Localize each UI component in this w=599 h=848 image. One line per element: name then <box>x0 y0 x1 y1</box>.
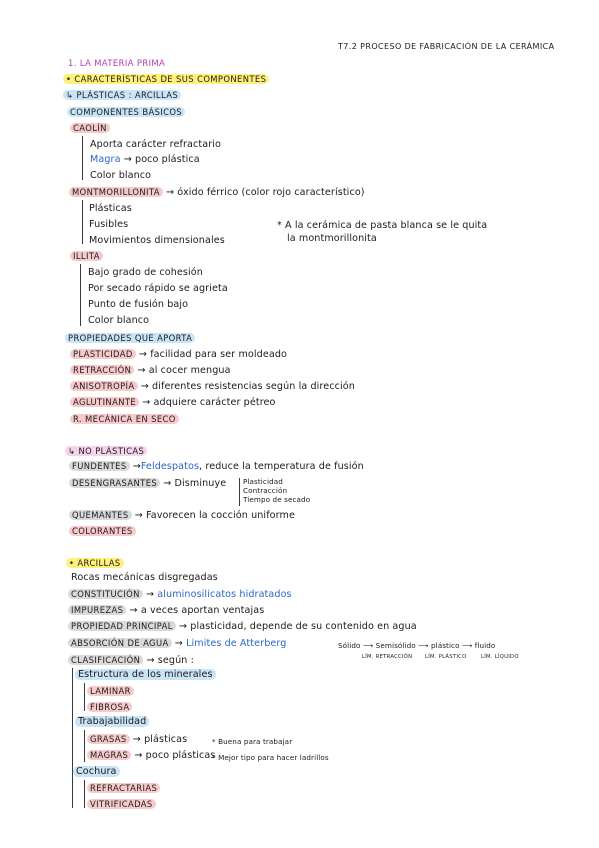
componentes-title: COMPONENTES BÁSICOS <box>70 106 185 118</box>
estructura-bracket <box>84 683 85 711</box>
montmorillonita-row: MONTMORILLONITA → óxido férrico (color rojo característico) <box>72 186 365 199</box>
document-title: T7.2 PROCESO DE FABRICACIÓN DE LA CERÁMICA <box>338 42 555 51</box>
cochura-label: Cochura <box>76 766 120 778</box>
caolin-item: Aporta carácter refractario <box>90 139 221 150</box>
subheading-caracteristicas: • CARACTERÍSTICAS DE SUS COMPONENTES <box>66 73 269 85</box>
illita-item: Por secado rápido se agrieta <box>88 283 228 294</box>
mont-item: Fusibles <box>89 219 129 230</box>
subheading-plasticas: ↳ PLÁSTICAS : ARCILLAS <box>66 89 181 101</box>
note-line: * A la cerámica de pasta blanca se le quita <box>277 220 488 231</box>
atterberg-limit: LÍM. PLÁSTICO <box>425 654 467 660</box>
illita-item: Color blanco <box>88 315 150 326</box>
prop-item: ANISOTROPÍA → diferentes resistencias según la dirección <box>73 380 355 393</box>
deseng-list-item: Contracción <box>243 486 288 495</box>
grasas-row: GRASAS → plásticas <box>90 733 187 746</box>
refractarias-label: REFRACTARIAS <box>90 782 160 794</box>
absorcion-row: ABSORCIÓN DE AGUA → Limites de Atterberg <box>71 637 286 650</box>
arcillas-line: Rocas mecánicas disgregadas <box>71 572 218 583</box>
atterberg-limit: LÍM. LÍQUIDO <box>481 654 519 660</box>
laminar-label: LAMINAR <box>90 685 134 697</box>
deseng-list-item: Tiempo de secado <box>243 495 311 504</box>
atterberg-states: Sólido ⟶ Semisólido ⟶ plástico ⟶ fluido <box>338 641 496 650</box>
arcillas-title: • ARCILLAS <box>69 557 124 569</box>
illita-item: Bajo grado de cohesión <box>88 267 203 278</box>
estructura-label: Estructura de los minerales <box>78 669 216 681</box>
prop-item: RETRACCIÓN → al cocer mengua <box>73 364 231 377</box>
trabajabilidad-label: Trabajabilidad <box>78 716 149 728</box>
clasificacion-row: CLASIFICACIÓN → según : <box>71 654 194 667</box>
caolin-bracket <box>82 136 83 180</box>
propiedades-title: PROPIEDADES QUE APORTA <box>68 332 195 344</box>
impurezas-row: IMPUREZAS → a veces aportan ventajas <box>71 604 264 617</box>
prop-item: PLASTICIDAD → facilidad para ser moldeado <box>73 348 287 361</box>
illita-label: ILLITA <box>73 250 103 262</box>
magras-note: * Mejor tipo para hacer ladrillos <box>212 753 329 762</box>
constitucion-row: CONSTITUCIÓN → aluminosilicatos hidratados <box>71 588 292 601</box>
mont-bracket <box>82 200 83 244</box>
trabajabilidad-bracket <box>84 730 85 762</box>
cochura-bracket <box>84 780 85 808</box>
deseng-list-item: Plasticidad <box>243 477 283 486</box>
caolin-item: Color blanco <box>90 170 152 181</box>
propiedad-principal-row: PROPIEDAD PRINCIPAL → plasticidad, depende de su contenido en agua <box>71 620 417 633</box>
magras-row: MAGRAS → poco plásticas <box>90 749 215 762</box>
noplasticas-title: ↳ NO PLÁSTICAS <box>68 445 147 457</box>
clasificacion-bracket <box>72 668 73 808</box>
prop-item: R. MECÁNICA EN SECO <box>73 413 179 426</box>
desengrasantes-row: DESENGRASANTES → Disminuye <box>72 477 226 490</box>
atterberg-limit: LÍM. RETRACCIÓN <box>362 654 413 660</box>
section-heading: 1. LA MATERIA PRIMA <box>68 58 166 68</box>
colorantes-label: COLORANTES <box>72 525 136 537</box>
grasas-note: * Buena para trabajar <box>212 737 293 746</box>
fundentes-row: FUNDENTES →Feldespatos, reduce la temperatura de fusión <box>72 460 364 473</box>
mont-item: Movimientos dimensionales <box>89 235 225 246</box>
mont-item: Plásticas <box>89 203 132 214</box>
caolin-item: Magra → poco plástica <box>90 154 200 165</box>
fibrosa-label: FIBROSA <box>90 701 132 713</box>
prop-item: AGLUTINANTE → adquiere carácter pétreo <box>73 396 276 409</box>
note-line: la montmorillonita <box>287 233 377 244</box>
quemantes-row: QUEMANTES → Favorecen la cocción uniforme <box>72 509 295 522</box>
caolin-label: CAOLÍN <box>73 122 110 134</box>
illita-bracket <box>80 264 81 326</box>
illita-item: Punto de fusión bajo <box>88 299 189 310</box>
deseng-bracket <box>239 478 240 506</box>
vitrificadas-label: VITRIFICADAS <box>90 798 156 810</box>
